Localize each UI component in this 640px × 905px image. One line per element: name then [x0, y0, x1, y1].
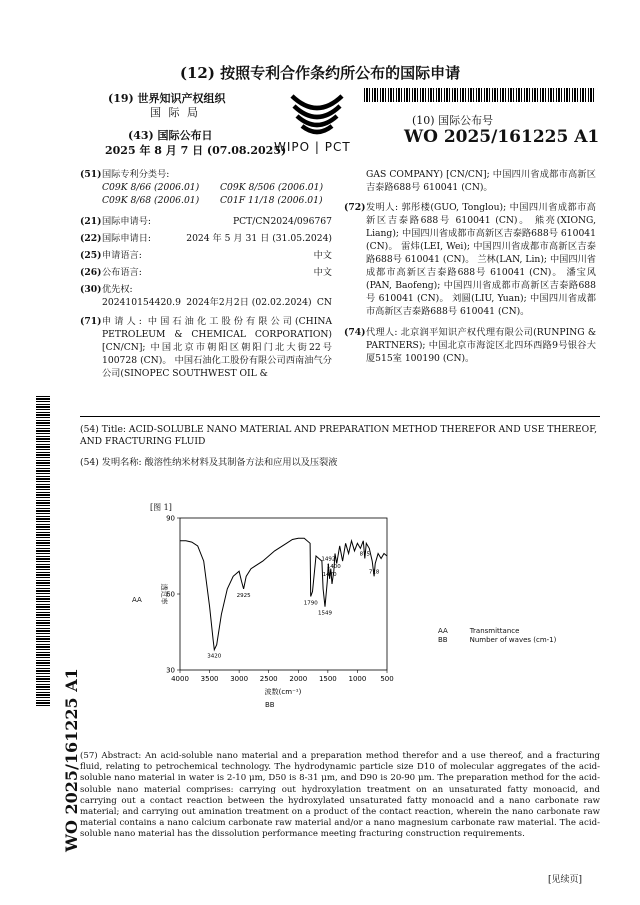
- y-tick-label: 60: [166, 590, 175, 599]
- field-26: (26) 公布语言: 中文: [80, 267, 332, 278]
- field-71: (71) 申请人: 中国石油化工股份有限公司(CHINA PETROLEUM & CHEMICAL CORPORATION) [CN/CN]; 中国北京市朝阳区朝阳门北大街22号 100728 (CN)。 中国石油化工股份有限公司西南油气分公司(SINOPEC SOUTHWEST OIL &: [80, 316, 332, 379]
- org-name: (19) 世界知识产权组织: [108, 92, 226, 105]
- x-tick-label: 3500: [200, 675, 219, 683]
- field-22: (22) 国际申请日: 2024 年 5 月 31 日 (31.05.2024): [80, 233, 332, 244]
- pubdate-value: 2025 年 8 月 7 日 (07.08.2025): [105, 144, 287, 157]
- document-title: (12) 按照专利合作条约所公布的国际申请: [179, 64, 461, 82]
- peak-label: 718: [368, 569, 380, 576]
- x-tick-label: 500: [380, 675, 394, 683]
- barcode-icon: [364, 88, 594, 102]
- peak-label: 1400: [326, 564, 341, 571]
- legend-row: BB Number of waves (cm-1): [438, 636, 557, 644]
- y-axis-label: 透过率: [160, 583, 168, 605]
- x-tick-label: 1000: [348, 675, 367, 683]
- ipc-code: C09K 8/506 (2006.01): [220, 182, 324, 193]
- peak-label: 1790: [303, 600, 318, 607]
- title-english: (54) Title: ACID-SOLUBLE NANO MATERIAL AND PREPARATION METHOD THEREFOR AND USE THEREOF, AND FRACTURING FLUID: [80, 424, 598, 447]
- peak-label: 1470: [322, 571, 337, 578]
- wipo-logo-icon: [288, 90, 346, 138]
- ipc-code: C01F 11/18 (2006.01): [220, 195, 323, 206]
- wipo-logo-text: WIPO | PCT: [274, 140, 351, 154]
- priority-row: 202410154420.9 2024年2月2日 (02.02.2024) CN: [102, 297, 332, 308]
- field-72: (72) 发明人: 郭彤楼(GUO, Tonglou); 中国四川省成都市高新区吉泰路688号 610041 (CN)。 熊亮(XIONG, Liang); 中国四川省成都市高新区吉泰路688号 610041 (CN)。 雷炜(LEI, Wei); 中国四川省成都市高新区吉泰路688号 610041 (CN)。 兰林(LAN, Lin); 中国四川省成都市高新区吉泰路688号 610041 (CN)。 潘宝风(PAN, Baofeng); 中国四川省成都市高新区吉泰路688号 610041 (CN)。 刘圆(LIU, Yuan); 中国四川省成都市高新区吉泰路688号 610041 (CN)。: [344, 202, 596, 317]
- field-51: (51) 国际专利分类号:: [80, 169, 170, 180]
- applicant-continued: GAS COMPANY) [CN/CN]; 中国四川省成都市高新区吉泰路688号 610041 (CN)。: [366, 169, 596, 193]
- org-subname: 国 际 局: [150, 106, 200, 119]
- plot-frame: [180, 518, 387, 670]
- x-tick-label: 1500: [318, 675, 337, 683]
- divider: [80, 416, 600, 417]
- y-tick-label: 90: [166, 514, 175, 523]
- x-tick-label: 2500: [259, 675, 278, 683]
- side-publication-number: WO 2025/161225 A1: [62, 668, 81, 852]
- peak-label: 2925: [236, 592, 251, 599]
- peak-label: 1492: [321, 556, 336, 563]
- peak-label: 875: [359, 551, 371, 558]
- field-21: (21) 国际申请号: PCT/CN2024/096767: [80, 216, 332, 227]
- peak-label: 1549: [317, 610, 332, 617]
- bb-label: BB: [265, 701, 275, 709]
- pubno-label: (10) 国际公布号: [412, 114, 494, 127]
- aa-label: AA: [132, 596, 142, 604]
- figure-legend: [438, 627, 556, 645]
- legend-row: AA Transmittance: [438, 627, 520, 635]
- spectrum-series: [180, 538, 387, 649]
- ipc-code: C09K 8/68 (2006.01): [102, 195, 200, 206]
- figure-label: [图 1]: [150, 503, 172, 512]
- side-barcode-icon: [36, 396, 50, 706]
- x-tick-label: 4000: [171, 675, 189, 683]
- pubno-value: WO 2025/161225 A1: [404, 127, 600, 147]
- y-tick-label: 30: [166, 666, 175, 675]
- field-25: (25) 申请语言: 中文: [80, 250, 332, 261]
- ir-spectrum-chart: [140, 510, 420, 700]
- title-chinese: (54) 发明名称: 酸溶性纳米材料及其制备方法和应用以及压裂液: [80, 457, 338, 468]
- x-axis-label: 波数(cm⁻¹): [264, 688, 302, 696]
- right-column: [344, 168, 596, 365]
- field-30: (30) 优先权:: [80, 284, 133, 295]
- field-74: (74) 代理人: 北京润平知识产权代理有限公司(RUNPING & PARTNERS); 中国北京市海淀区北四环西路9号银谷大厦515室 100190 (CN)。: [344, 327, 596, 364]
- ipc-list: [80, 181, 332, 207]
- continued-note: [见续页]: [548, 875, 583, 885]
- abstract: (57) Abstract: An acid-soluble nano material and a preparation method therefor and a use thereof, and a fracturing fluid, relating to petrochemical technology. The hydrodynamic particle size D10 of molecular aggregates of the acid-soluble nano material in water is 2-10 μm, D50 is 8-31 μm, and D90 is 20-90 μm. The preparation method for the acid-soluble nano material comprises: carrying out hydroxylation treatment on an unsaturated fatty monoacid, and carrying out a contact reaction between the hydroxylated unsaturated fatty monoacid and a nano carbonate raw material; and carrying out amination treatment on a product of the contact reaction, wherein the nano carbonate raw material contains a nano calcium carbonate raw material and/or a nano magnesium carbonate raw material. The acid-soluble nano material has the dissolution performance meeting fracturing construction requirements.: [80, 751, 600, 840]
- peak-label: 3420: [207, 653, 222, 660]
- pubdate-label: (43) 国际公布日: [128, 129, 213, 142]
- x-tick-label: 3000: [230, 675, 249, 683]
- ipc-code: C09K 8/66 (2006.01): [102, 182, 200, 193]
- left-column: [80, 168, 332, 380]
- x-tick-label: 2000: [289, 675, 308, 683]
